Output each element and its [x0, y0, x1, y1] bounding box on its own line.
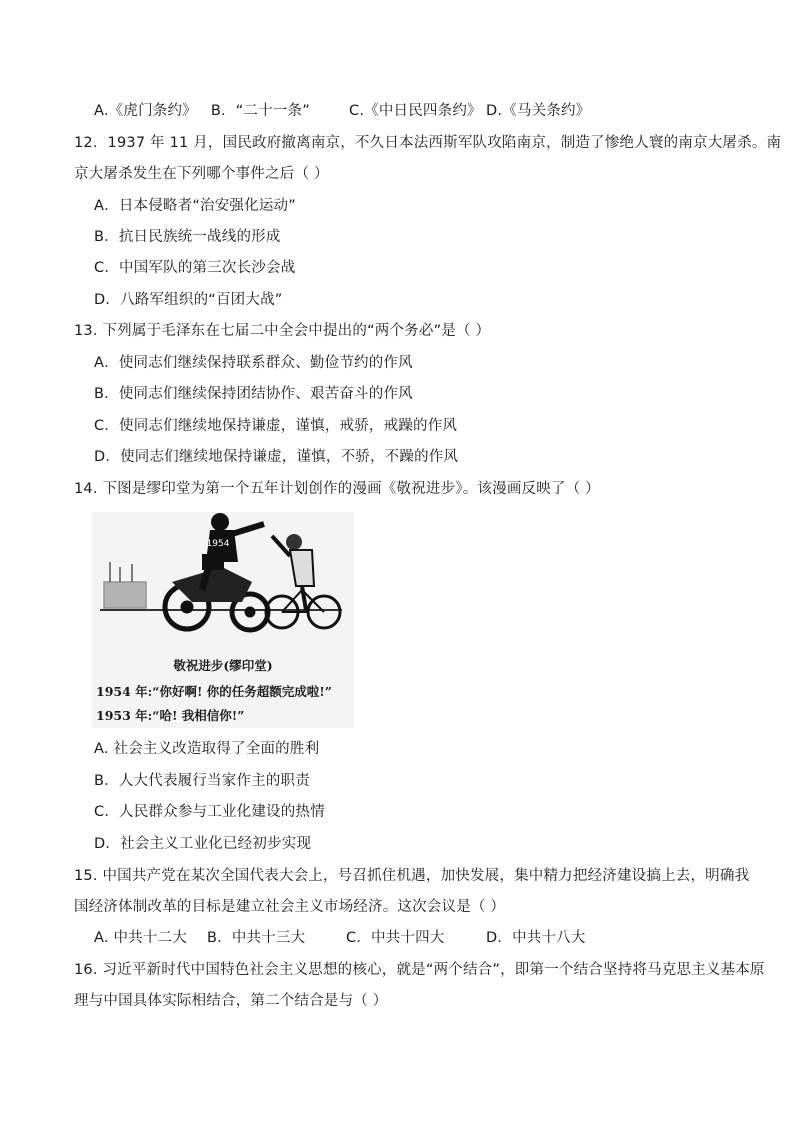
q14-option-d: D．社会主义工业化已经初步实现	[94, 836, 312, 852]
q11-option-d: D.《马关条约》	[486, 103, 591, 119]
rider-plate-number: 1954	[206, 539, 230, 549]
q14-option-a: A. 社会主义改造取得了全面的胜利	[94, 741, 320, 757]
bicycle-illustration	[266, 534, 340, 628]
q15-stem-line2: 国经济体制改革的目标是建立社会主义市场经济。这次会议是（ ）	[74, 899, 506, 915]
q16-stem-line2: 理与中国具体实际相结合，第二个结合是与（ ）	[74, 993, 388, 1009]
q12-stem-line1: 12．1937 年 11 月，国民政府撤离南京，不久日本法西斯军队攻陷南京，制造了惨绝人寰的南京大屠杀。南	[74, 135, 782, 151]
q14-option-b: B．人大代表履行当家作主的职责	[94, 773, 310, 789]
q11-option-a: A.《虎门条约》	[94, 103, 197, 119]
q14-stem: 14. 下图是缪印堂为第一个五年计划创作的漫画《敬祝进步》。该漫画反映了（ ）	[74, 481, 600, 497]
q13-option-c: C．使同志们继续地保持谦虚，谨慎，戒骄，戒躁的作风	[94, 418, 458, 434]
motorcycle-illustration	[165, 513, 268, 630]
q12-stem-line2: 京大屠杀发生在下列哪个事件之后（ ）	[74, 166, 329, 182]
q13-option-b: B．使同志们继续保持团结协作、艰苦奋斗的作风	[94, 386, 413, 402]
q11-option-c: C.《中日民四条约》	[349, 103, 482, 119]
cartoon-caption-1954: 1954 年:“你好啊! 你的任务超额完成啦!”	[96, 684, 332, 699]
q16-stem-line1: 16. 习近平新时代中国特色社会主义思想的核心，就是“两个结合”，即第一个结合坚持将马克思主义基本原	[74, 962, 765, 978]
cartoon-caption-1953: 1953 年:“哈! 我相信你!”	[96, 708, 245, 723]
q15-stem-line1: 15. 中国共产党在某次全国代表大会上，号召抓住机遇，加快发展，集中精力把经济建设搞上去，明确我	[74, 868, 750, 884]
q14-option-c: C．人民群众参与工业化建设的热情	[94, 804, 325, 820]
q13-option-d: D．使同志们继续地保持谦虚，谨慎，不骄，不躁的作风	[94, 449, 459, 465]
q11-option-b: B．“二十一条”	[210, 103, 310, 119]
q13-stem: 13. 下列属于毛泽东在七届二中全会中提出的“两个务必”是（ ）	[74, 323, 491, 339]
q15-option-d: D．中共十八大	[486, 930, 586, 946]
q15-option-a: A. 中共十二大	[94, 930, 187, 946]
q12-option-b: B．抗日民族统一战线的形成	[94, 229, 281, 245]
q14-cartoon-image	[92, 512, 354, 728]
cartoon-title: 敬祝进步(缪印堂)	[173, 658, 273, 673]
q12-option-d: D．八路军组织的“百团大战”	[94, 292, 283, 308]
q11-options	[94, 101, 310, 121]
q15-option-b: B．中共十三大	[207, 930, 306, 946]
q12-option-a: A．日本侵略者“治安强化运动”	[94, 198, 296, 214]
q15-option-c: C．中共十四大	[346, 930, 445, 946]
q13-option-a: A．使同志们继续保持联系群众、勤俭节约的作风	[94, 355, 413, 371]
q12-option-c: C．中国军队的第三次长沙会战	[94, 260, 296, 276]
